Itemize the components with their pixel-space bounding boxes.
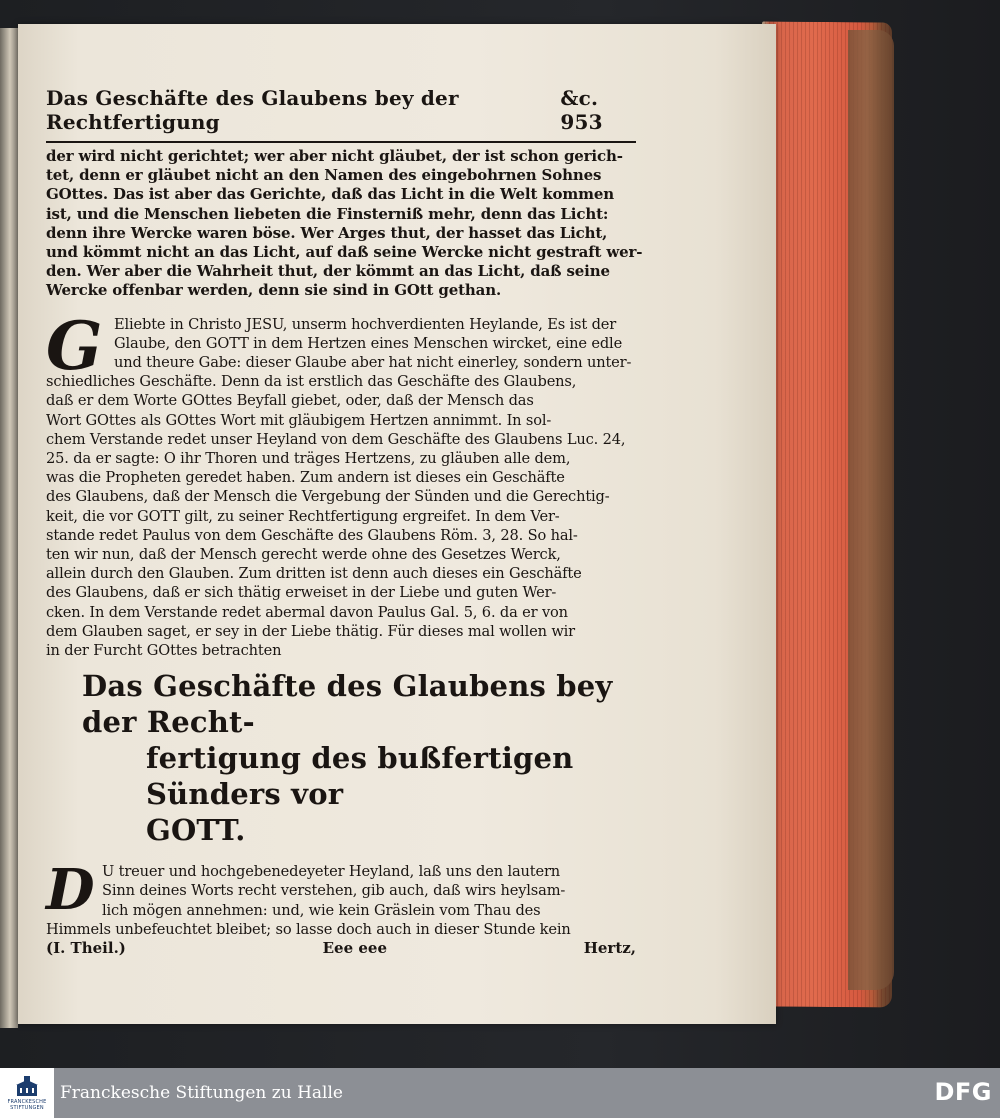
text-line: Glaube, den GOTT in dem Hertzen eines Menschen wircket, eine edle xyxy=(114,334,623,352)
text-line: des Glaubens, daß er sich thätig erweiset in der Liebe und guten Wer- xyxy=(46,584,557,602)
text-line: was die Propheten geredet haben. Zum andern ist dieses ein Geschäfte xyxy=(46,469,565,487)
catchword: Hertz, xyxy=(583,939,636,958)
text-line: den. Wer aber die Wahrheit thut, der kömmt an das Licht, daß seine xyxy=(46,262,610,281)
text-line: Himmels unbefeuchtet bleibet; so lasse doch auch in dieser Stunde kein xyxy=(46,920,571,938)
introduction-paragraph xyxy=(46,306,636,661)
running-head-title: Das Geschäfte des Glaubens bey der Rechtfertigung xyxy=(46,86,459,134)
text-line: der wird nicht gerichtet; wer aber nicht gläubet, der ist schon gerich- xyxy=(46,147,623,165)
scripture-quote xyxy=(46,147,643,301)
head-rule xyxy=(46,141,636,143)
heading-line: GOTT. xyxy=(146,813,246,848)
text-line: schiedliches Geschäfte. Denn da ist erstlich das Geschäfte des Glaubens, xyxy=(46,373,577,391)
text-line: Eliebte in Christo JESU, unserm hochverdienten Heylande, Es ist der xyxy=(114,315,617,333)
signature-mark: Eee eee xyxy=(322,939,387,958)
text-line: keit, die vor GOTT gilt, zu seiner Rechtfertigung ergreifet. In dem Ver- xyxy=(46,507,560,525)
heading-line: fertigung des bußfertigen Sünders vor xyxy=(146,741,574,812)
text-line: denn ihre Wercke waren böse. Wer Arges thut, der hasset das Licht, xyxy=(46,223,608,242)
prayer-paragraph xyxy=(46,857,636,939)
drop-cap: D xyxy=(46,857,95,924)
text-line: 25. da er sagte: O ihr Thoren und träges Hertzens, zu gläuben alle dem, xyxy=(46,450,571,468)
logo-text-line: FRANCKESCHE xyxy=(7,1099,47,1105)
previous-page-edge xyxy=(0,28,18,1028)
text-line: Sinn deines Worts recht verstehen, gib auch, daß wirs heylsam- xyxy=(102,882,566,900)
scanned-page xyxy=(18,24,776,1024)
provider-logo[interactable] xyxy=(0,1068,54,1118)
text-line: lich mögen annehmen: und, wie kein Gräslein vom Thau des xyxy=(102,901,541,919)
text-line: tet, denn er gläubet nicht an den Namen des eingebohrnen Sohnes xyxy=(46,166,602,185)
provider-name[interactable]: Franckesche Stiftungen zu Halle xyxy=(60,1083,343,1103)
page-text-area xyxy=(46,86,643,958)
text-line: und theure Gabe: dieser Glaube aber hat nicht einerley, sondern unter- xyxy=(114,354,632,372)
running-head xyxy=(46,86,636,137)
book-cover-edge xyxy=(848,30,894,990)
text-line: Wort GOttes als GOttes Wort mit gläubigem Hertzen annimmt. In sol- xyxy=(46,411,552,429)
text-line: cken. In dem Verstande redet abermal davon Paulus Gal. 5, 6. da er von xyxy=(46,603,568,621)
page-footer xyxy=(46,939,636,957)
text-line: ten wir nun, daß der Mensch gerecht werde ohne des Gesetzes Werck, xyxy=(46,546,561,564)
provider-bar xyxy=(0,1068,1000,1118)
section-heading xyxy=(46,668,636,848)
page-number: &c. 953 xyxy=(560,86,603,134)
text-line: ist, und die Menschen liebeten die Finsterniß mehr, denn das Licht: xyxy=(46,204,609,223)
text-line: daß er dem Worte GOttes Beyfall giebet, oder, daß der Mensch das xyxy=(46,392,534,410)
text-line: allein durch den Glauben. Zum dritten ist denn auch dieses ein Geschäfte xyxy=(46,565,582,583)
heading-line: Das Geschäfte des Glaubens bey der Recht- xyxy=(82,669,613,740)
text-line: U treuer und hochgebenedeyeter Heyland, laß uns den lautern xyxy=(102,863,561,881)
text-line: chem Verstande redet unser Heyland von dem Geschäfte des Glaubens Luc. 24, xyxy=(46,430,626,448)
building-icon xyxy=(14,1075,40,1099)
logo-text xyxy=(7,1099,46,1111)
text-line: Wercke offenbar werden, denn sie sind in GOtt gethan. xyxy=(46,281,502,300)
text-line: des Glaubens, daß der Mensch die Vergebung der Sünden und die Gerechtig- xyxy=(46,488,610,506)
text-line: in der Furcht GOttes betrachten xyxy=(46,642,282,660)
dfg-logo[interactable]: DFG xyxy=(934,1078,992,1106)
logo-text-line: STIFTUNGEN xyxy=(10,1105,44,1111)
text-line: dem Glauben saget, er sey in der Liebe thätig. Für dieses mal wollen wir xyxy=(46,622,576,640)
text-line: und kömmt nicht an das Licht, auf daß seine Wercke nicht gestraft wer- xyxy=(46,243,643,262)
text-line: GOttes. Das ist aber das Gerichte, daß das Licht in die Welt kommen xyxy=(46,185,614,204)
drop-cap: G xyxy=(46,306,103,385)
text-line: stande redet Paulus von dem Geschäfte des Glaubens Röm. 3, 28. So hal- xyxy=(46,526,578,544)
volume-part: (I. Theil.) xyxy=(46,939,126,958)
